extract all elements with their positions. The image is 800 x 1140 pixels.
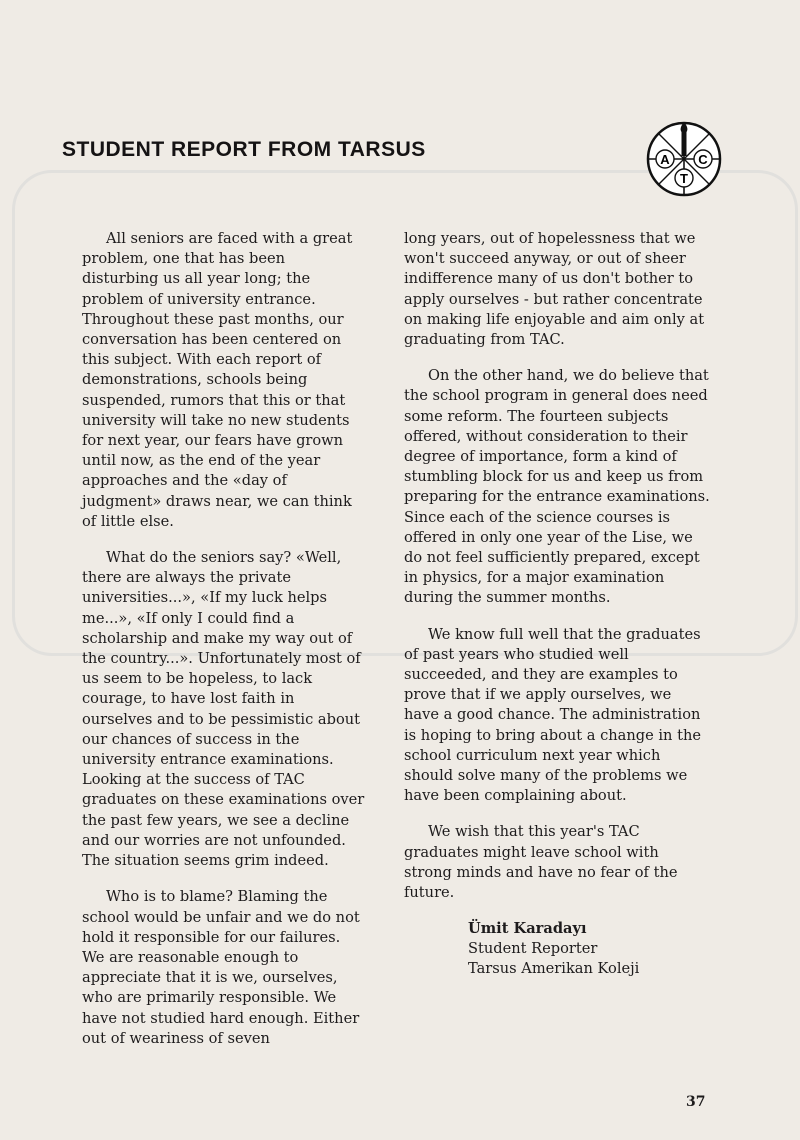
author-school: Tarsus Amerikan Koleji [468, 960, 640, 978]
signature-block [404, 919, 710, 979]
paragraph: On the other hand, we do believe that the school program in general does need some reform. The fourteen subjects offered, without consideration to their degree of importance, form a kind of stumbling block for us and keep us from preparing for the entrance examinations. Since each of the science courses is offered in only one year of the Lise, we do not feel sufficiently prepared, except in physics, for a major examination during the summer months. [404, 367, 710, 607]
tac-logo [645, 120, 723, 198]
paragraph: We wish that this year's TAC graduates might leave school with strong minds and have no fear of the future. [404, 823, 678, 902]
paragraph: Who is to blame? Blaming the school would be unfair and we do not hold it responsible for our failures. We are reasonable enough to appreciate that it is we, ourselves, who are primarily responsible. We have not studied hard enough. Either out of weariness of seven [82, 888, 360, 1047]
article-title: STUDENT REPORT FROM TARSUS [62, 138, 426, 161]
left-column [82, 229, 366, 1065]
paragraph: long years, out of hopelessness that we won't succeed anyway, or out of sheer indifference many of us don't bother to apply ourselves - but rather concentrate on making life enjoyable and aim only at graduating from TAC. [404, 230, 705, 349]
paragraph: We know full well that the graduates of past years who studied well succeeded, and they are examples to prove that if we apply ourselves, we have a good chance. The administration is hoping to bring about a change in the school curriculum next year which should solve many of the problems we have been complaining about. [404, 625, 701, 805]
logo-letter-c: C [698, 152, 708, 167]
author-role: Student Reporter [468, 940, 598, 958]
logo-letter-a: A [660, 152, 670, 167]
logo-letter-t: T [680, 171, 688, 186]
paragraph: What do the seniors say? «Well, there are always the private universities...», «If my luck helps me...», «If only I could find a scholarship and make my way out of the country...». Unfortunately most of us seem to be hopeless, to lack courage, to have lost faith in ourselves and to be pessimistic about our chances of success in the university entrance examinations. Looking at the success of TAC graduates on these examinations over the past few years, we see a decline and our worries are not unfounded. The situation seems grim indeed. [82, 549, 365, 870]
right-column [404, 229, 710, 979]
paragraph: All seniors are faced with a great problem, one that has been disturbing us all year long; the problem of university entrance. Throughout these past months, our conversation has been centered on this subject. With each report of demonstrations, schools being suspended, rumors that this or that university will take no new students for next year, our fears have grown until now, as the end of the year approaches and the «day of judgment» draws near, we can think of little else. [82, 230, 353, 530]
torch-icon [681, 122, 688, 156]
page-number: 37 [686, 1094, 706, 1110]
author-name: Ümit Karadayı [468, 920, 587, 938]
